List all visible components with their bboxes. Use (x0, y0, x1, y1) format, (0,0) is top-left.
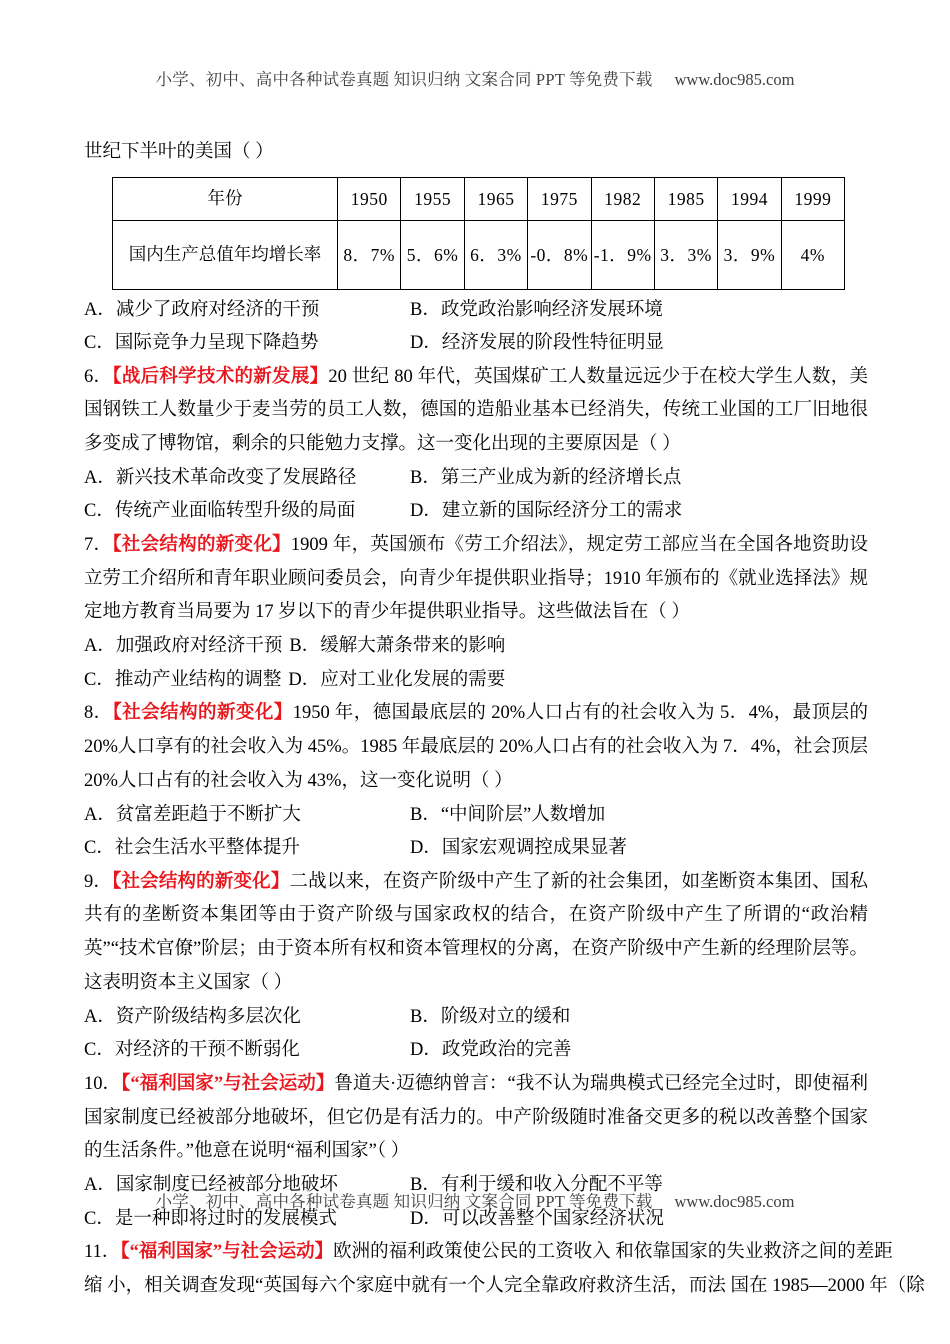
table-cell-year-1: 1955 (401, 177, 464, 220)
question-8-number: 8． (84, 703, 113, 724)
footer-site-url: www.doc985.com (674, 1192, 795, 1211)
option-d[interactable]: D．经济发展的阶段性特征明显 (410, 333, 664, 353)
question-8-text: 1950 年，德国最底层的 20%人口占有的社会收入为 5．4%，最顶层的 20%人口享有的社会收入为 45%。1985 年最底层的 20%人口占有的社会收入为 7．4%，社会顶层 20%人口占有的社会收入为 43%，这一变化说明（ ） (84, 703, 868, 791)
table-cell-rate-2: 6．3% (464, 220, 527, 289)
option-d[interactable]: D．应对工业化发展的需要 (288, 669, 506, 690)
table-cell-year-2: 1965 (464, 177, 527, 220)
option-b[interactable]: B．缓解大萧条带来的影响 (289, 636, 506, 657)
question-6-tag: 【战后科学技术的新发展】 (112, 366, 329, 387)
question-9-options-row-1 (84, 1001, 868, 1035)
option-a[interactable]: A．资产阶级结构多层次化 (84, 1006, 301, 1027)
table-cell-rate-6: 3．9% (718, 220, 781, 289)
header-promo-text: 小学、初中、高中各种试卷真题 知识归纳 文案合同 PPT 等免费下载 (155, 70, 653, 89)
option-b[interactable]: B．第三产业成为新的经济增长点 (410, 467, 682, 488)
option-c[interactable]: C．是一种即将过时的发展模式 (84, 1208, 337, 1229)
gdp-growth-table (112, 177, 845, 290)
gdp-table-wrapper (112, 177, 868, 290)
option-a[interactable]: A．贫富差距趋于不断扩大 (84, 804, 301, 825)
option-b[interactable]: B．政党政治影响经济发展环境 (410, 299, 663, 320)
option-c[interactable]: C．国际竞争力呈现下降趋势 (84, 333, 319, 353)
question-10-stem (84, 1068, 868, 1169)
table-cell-year-7: 1999 (781, 177, 844, 220)
option-a[interactable]: A．加强政府对经济干预 (84, 636, 283, 657)
question-6-number: 6． (84, 366, 113, 387)
option-b[interactable]: B．有利于缓和收入分配不平等 (410, 1175, 663, 1196)
table-header-year: 年份 (113, 177, 338, 220)
question-0-options-row-1 (84, 294, 868, 328)
table-cell-year-6: 1994 (718, 177, 781, 220)
option-b[interactable]: B．“中间阶层”人数增加 (410, 804, 606, 825)
table-cell-rate-7: 4% (781, 220, 844, 289)
exam-content (84, 136, 925, 1303)
question-7-text: 1909 年，英国颁布《劳工介绍法》，规定劳工部应当在全国各地资助设立劳工介绍所和青年职业顾问委员会，向青少年提供职业指导；1910 年颁布的《就业选择法》规定地方教育当局要为 17 岁以下的青少年提供职业指导。这些做法旨在（ ） (84, 534, 868, 623)
option-a[interactable]: A．减少了政府对经济的干预 (84, 299, 320, 320)
table-cell-rate-3: -0．8% (528, 220, 591, 289)
question-7-stem (84, 529, 868, 630)
option-d[interactable]: D．国家宏观调控成果显著 (410, 838, 627, 859)
option-c[interactable]: C．社会生活水平整体提升 (84, 838, 300, 859)
page-footer-promo (0, 1188, 950, 1212)
option-c[interactable]: C．传统产业面临转型升级的局面 (84, 501, 356, 522)
stem-tail-line: 世纪下半叶的美国（ ） (84, 142, 274, 162)
option-c[interactable]: C．推动产业结构的调整 (84, 669, 282, 690)
question-9-number: 9． (84, 871, 113, 892)
option-d[interactable]: D．政党政治的完善 (410, 1040, 572, 1061)
table-cell-year-3: 1975 (528, 177, 591, 220)
question-8-options-row-2 (84, 832, 868, 866)
question-9-options-row-2 (84, 1034, 868, 1068)
table-cell-rate-4: -1．9% (591, 220, 654, 289)
page-header-promo (0, 66, 950, 90)
question-6-options-row-2 (84, 495, 868, 529)
option-a[interactable]: A．新兴技术革命改变了发展路径 (84, 467, 357, 488)
question-10-text: 鲁道夫·迈德纳曾言：“我不认为瑞典模式已经完全过时，即使福利国家制度已经被部分地破坏，但它仍是有活力的。中产阶级随时准备交更多的税以改善整个国家的生活条件。”他意在说明“福利国家”（ ） (84, 1073, 868, 1162)
question-0-options-row-2 (84, 327, 868, 361)
question-6-text: 20 世纪 80 年代，英国煤矿工人数量远远少于在校大学生人数，美国钢铁工人数量少于麦当劳的员工人数，德国的造船业基本已经消失，传统工业国的工厂旧地很多变成了博物馆，剩余的只能勉力支撑。这一变化出现的主要原因是（ ） (84, 366, 868, 455)
table-row-years (113, 177, 845, 220)
question-8-tag: 【社会结构的新变化】 (112, 703, 293, 724)
question-9-tag: 【社会结构的新变化】 (112, 871, 290, 892)
table-cell-year-0: 1950 (338, 177, 401, 220)
question-6-stem (84, 361, 868, 462)
question-7-options-row-1 (84, 630, 868, 664)
table-cell-rate-5: 3．3% (654, 220, 717, 289)
question-11-stem-line-2: 缩 小，相关调查发现“英国每六个家庭中就有一个人完全靠政府救济生活，而法 国在 1985—2000 年（除 (84, 1275, 925, 1296)
question-7-number: 7． (84, 534, 113, 555)
table-cell-year-4: 1982 (591, 177, 654, 220)
question-6-options-row-1 (84, 462, 868, 496)
question-11-number: 11． (84, 1242, 121, 1263)
question-10-number: 10． (84, 1073, 122, 1094)
question-8-options-row-1 (84, 799, 868, 833)
question-7-options-row-2 (84, 664, 868, 698)
table-cell-year-5: 1985 (654, 177, 717, 220)
option-b[interactable]: B．阶级对立的缓和 (410, 1006, 571, 1027)
question-11-text-part-1: 欧洲的福利政策使公民的工资收入 和依靠国家的失业救济之间的差距 (333, 1242, 893, 1263)
option-a[interactable]: A．国家制度已经被部分地破坏 (84, 1175, 338, 1196)
question-11-stem-line-1 (84, 1236, 893, 1270)
question-9-text: 二战以来，在资产阶级中产生了新的社会集团，如垄断资本集团、国私共有的垄断资本集团等由于资产阶级与国家政权的结合，在资产阶级中产生了所谓的“政治精英”“技术官僚”阶层；由于资本所有权和资本管理权的分离，在资产阶级中产生新的经理阶层等。这表明资本主义国家（ ） (84, 871, 868, 994)
question-10-tag: 【“福利国家”与社会运动】 (121, 1073, 335, 1094)
header-site-url: www.doc985.com (674, 70, 795, 89)
option-d[interactable]: D．可以改善整个国家经济状况 (410, 1208, 664, 1229)
question-11-tag: 【“福利国家”与社会运动】 (120, 1242, 334, 1263)
question-9-stem (84, 866, 868, 1001)
table-header-growth-rate: 国内生产总值年均增长率 (113, 220, 338, 289)
option-c[interactable]: C．对经济的干预不断弱化 (84, 1040, 300, 1061)
question-8-stem (84, 697, 868, 798)
table-row-rates (113, 220, 845, 289)
option-d[interactable]: D．建立新的国际经济分工的需求 (410, 501, 683, 522)
question-7-tag: 【社会结构的新变化】 (112, 534, 291, 555)
table-cell-rate-1: 5．6% (401, 220, 464, 289)
table-cell-rate-0: 8．7% (338, 220, 401, 289)
footer-promo-text: 小学、初中、高中各种试卷真题 知识归纳 文案合同 PPT 等免费下载 (155, 1192, 653, 1211)
